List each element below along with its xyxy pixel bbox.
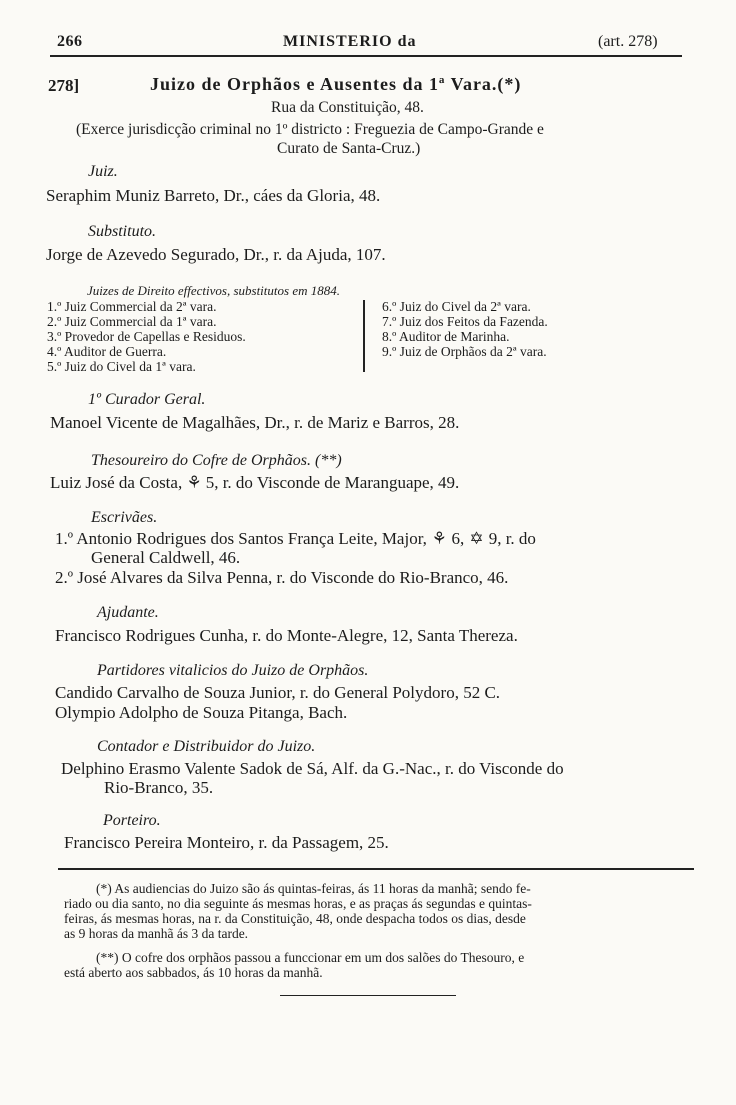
footnote-1-line-4: as 9 horas da manhã ás 3 da tarde. [64, 926, 249, 941]
substitutes-right-9: 9.º Juiz de Orphãos da 2ª vara. [382, 344, 547, 359]
substitutes-right-7: 7.º Juiz dos Feitos da Fazenda. [382, 314, 548, 329]
substitutes-left-2: 2.º Juiz Commercial da 1ª vara. [47, 314, 217, 329]
partidor-1: Candido Carvalho de Souza Junior, r. do General Polydoro, 52 C. [55, 683, 501, 702]
substitutes-left-4: 4.º Auditor de Guerra. [47, 344, 167, 359]
role-thesoureiro: Thesoureiro do Cofre de Orphãos. (**) [91, 452, 342, 469]
header-rule [50, 55, 682, 57]
substitutes-heading: Juizes de Direito effectivos, substitutos em 1884. [87, 283, 340, 298]
substitutes-right-6: 6.º Juiz do Civel da 2ª vara. [382, 299, 531, 314]
substitutes-right-8: 8.º Auditor de Marinha. [382, 329, 510, 344]
commendation-icon: ⚘ [431, 529, 447, 548]
escrivao-1-line2: General Caldwell, 46. [91, 548, 241, 567]
thesoureiro-name [50, 473, 459, 493]
footnote-1-line-1: (*) As audiencias do Juizo são ás quintas-feiras, ás 11 horas da manhã; sendo fe- [96, 881, 531, 896]
footnote-rule [58, 868, 694, 870]
escrivao-1-part1: 1.º Antonio Rodrigues dos Santos França Leite, Major, [55, 529, 427, 548]
role-partidores: Partidores vitalicios do Juizo de Orphãos. [97, 662, 369, 679]
porteiro-name: Francisco Pereira Monteiro, r. da Passagem, 25. [64, 833, 389, 852]
footnote-2-line-1: (**) O cofre dos orphãos passou a funccionar em um dos salões do Thesouro, e [96, 950, 525, 965]
role-ajudante: Ajudante. [97, 604, 159, 621]
partidor-2: Olympio Adolpho de Souza Pitanga, Bach. [55, 703, 348, 722]
substitutes-divider [363, 300, 365, 372]
contador-line-2: Rio-Branco, 35. [104, 778, 214, 797]
substitutes-left-3: 3.º Provedor de Capellas e Residuos. [47, 329, 246, 344]
thesoureiro-name-part1: Luiz José da Costa, [50, 473, 183, 492]
footnote-2-line-2: está aberto aos sabbados, ás 10 horas da manhã. [64, 965, 323, 980]
section-address: Rua da Constituição, 48. [271, 99, 424, 116]
running-title: MINISTERIO da [283, 33, 417, 50]
escrivao-1 [55, 529, 536, 549]
thesoureiro-name-part2: 5, r. do Visconde de Maranguape, 49. [205, 473, 460, 492]
role-juiz: Juiz. [88, 163, 118, 180]
role-substituto: Substituto. [88, 223, 157, 240]
contador-line-1: Delphino Erasmo Valente Sadok de Sá, Alf. da G.-Nac., r. do Visconde do [61, 759, 564, 778]
section-title: Juizo de Orphãos e Ausentes da 1ª Vara.(*) [150, 74, 522, 94]
section-number: 278] [48, 76, 80, 95]
juiz-name: Seraphim Muniz Barreto, Dr., cáes da Gloria, 48. [46, 186, 381, 205]
curador-name: Manoel Vicente de Magalhães, Dr., r. de Mariz e Barros, 28. [50, 413, 460, 432]
closing-rule [280, 995, 456, 996]
substitutes-left-5: 5.º Juiz do Civel da 1ª vara. [47, 359, 196, 374]
role-contador: Contador e Distribuidor do Juizo. [97, 738, 316, 755]
commendation-icon: ⚘ [186, 473, 202, 492]
escrivao-1-part3: 9, r. do [488, 529, 536, 548]
escrivao-2: 2.º José Alvares da Silva Penna, r. do Visconde do Rio-Branco, 46. [55, 568, 509, 587]
footnote-1-line-3: feiras, ás mesmas horas, na r. da Constituição, 48, onde despacha todos os dias, desde [64, 911, 526, 926]
role-curador: 1º Curador Geral. [88, 391, 206, 408]
footnote-1-line-2: riado ou dia santo, no dia seguinte ás mesmas horas, e as praças ás segundas e quintas- [64, 896, 532, 911]
escrivao-1-part2: 6, [451, 529, 465, 548]
jurisdiction-line-2: Curato de Santa-Cruz.) [277, 140, 421, 157]
role-escrivaes: Escrivães. [91, 509, 158, 526]
jurisdiction-line-1: (Exerce jurisdicção criminal no 1º districto : Freguezia de Campo-Grande e [76, 121, 544, 138]
substitutes-left-1: 1.º Juiz Commercial da 2ª vara. [47, 299, 217, 314]
article-ref: (art. 278) [598, 33, 658, 50]
page-number: 266 [57, 33, 83, 50]
ajudante-name: Francisco Rodrigues Cunha, r. do Monte-Alegre, 12, Santa Thereza. [55, 626, 518, 645]
star-order-icon: ✡ [469, 529, 484, 548]
substituto-name: Jorge de Azevedo Segurado, Dr., r. da Ajuda, 107. [46, 245, 386, 264]
role-porteiro: Porteiro. [103, 812, 161, 829]
